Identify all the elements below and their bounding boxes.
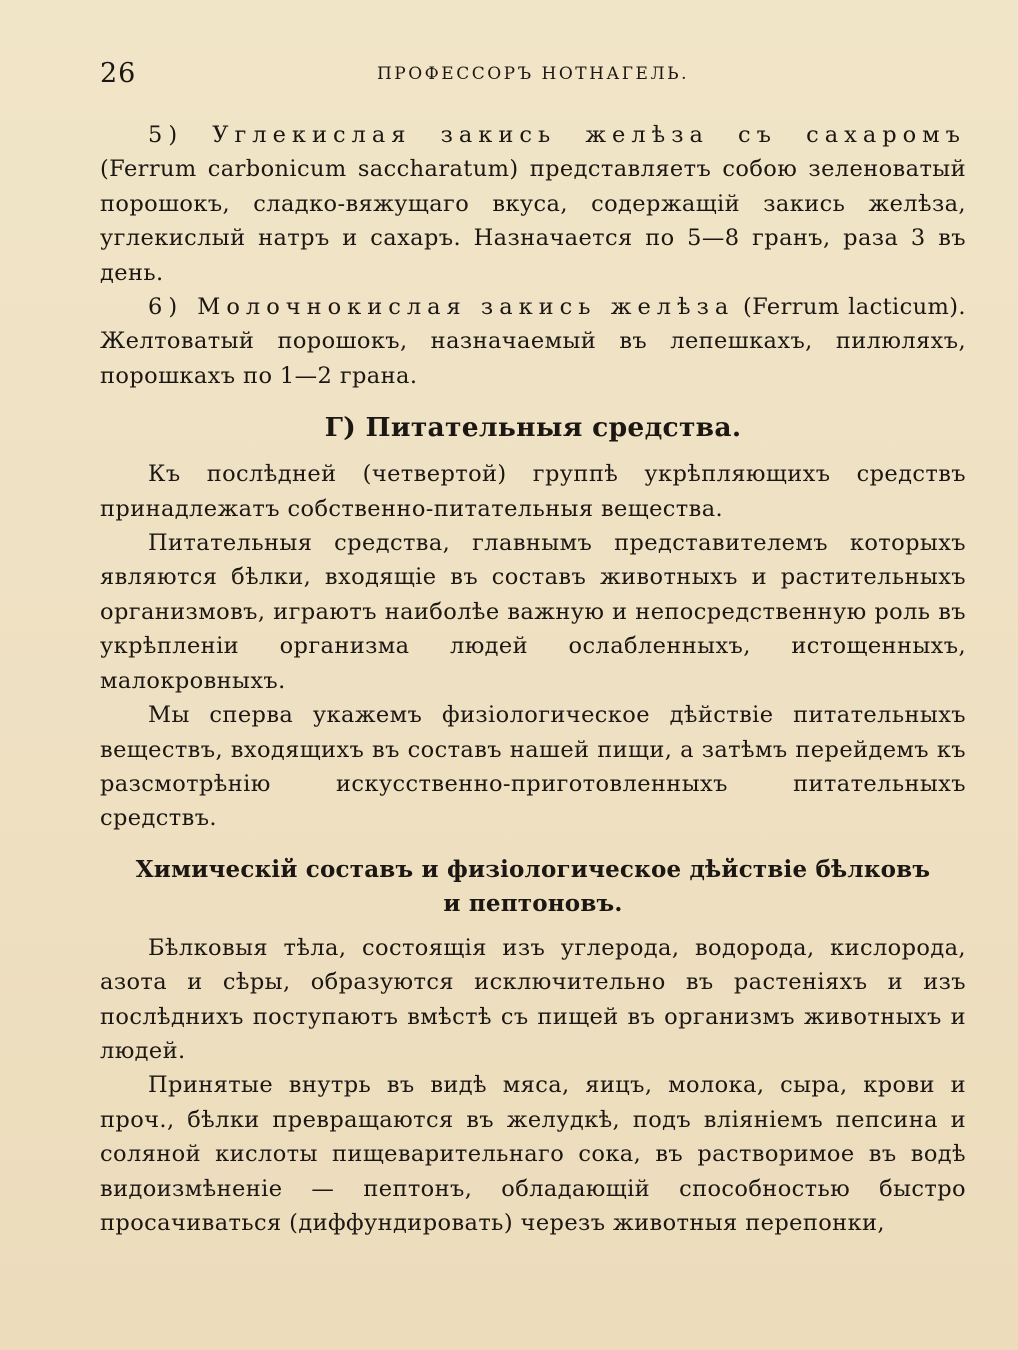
section-heading: Г) Питательныя средства. bbox=[324, 412, 742, 444]
page-body bbox=[100, 118, 966, 1240]
page-number: 26 bbox=[100, 58, 137, 89]
running-head bbox=[100, 58, 966, 90]
subsection-paragraph-1: Бѣлковыя тѣла, состоящія изъ углерода, водорода, кислорода, азота и сѣры, образуются исключительно въ растеніяхъ и изъ послѣднихъ поступаютъ вмѣстѣ съ пищей въ организмъ животныхъ и людей. bbox=[100, 934, 966, 1064]
section-paragraph-3: Мы сперва укажемъ физіологическое дѣйствіе питательныхъ веществъ, входящихъ въ составъ нашей пищи, а затѣмъ перейдемъ къ разсмотрѣнію искусственно-приготовленныхъ питательныхъ средствъ. bbox=[100, 702, 966, 832]
subsection-heading bbox=[100, 853, 966, 921]
paragraph-item-6 bbox=[100, 290, 966, 393]
subsection-heading-line-2: и пептоновъ. bbox=[443, 889, 623, 917]
item-5-lead: 5) Углекислая закись желѣза съ сахаромъ bbox=[148, 122, 966, 148]
item-6-text: (Ferrum lacticum). Желтоватый порошокъ, назначаемый въ лепешкахъ, пилюляхъ, порошкахъ по 1—2 грана. bbox=[100, 294, 966, 389]
paragraph-item-5 bbox=[100, 118, 966, 290]
item-5-text: (Ferrum carbonicum saccharatum) представляетъ собою зеленоватый порошокъ, сладко-вяжущаго вкуса, содержащій закись желѣза, углекислый натръ и сахаръ. Назначается по 5—8 гранъ, раза 3 въ день. bbox=[100, 156, 966, 286]
item-6-lead: 6) Молочнокислая закись желѣза bbox=[148, 294, 735, 321]
section-paragraph-2: Питательныя средства, главнымъ представителемъ которыхъ являются бѣлки, входящіе въ составъ животныхъ и растительныхъ организмовъ, играютъ наиболѣе важную и непосредственную роль въ укрѣпленіи организма людей ослабленныхъ, истощенныхъ, малокровныхъ. bbox=[100, 530, 966, 694]
subsection-heading-line-1: Химическій составъ и физіологическое дѣйствіе бѣлковъ bbox=[135, 855, 931, 883]
running-title: ПРОФЕССОРЪ НОТНАГЕЛЬ. bbox=[376, 64, 690, 84]
subsection-paragraph-2: Принятые внутрь въ видѣ мяса, яицъ, молока, сыра, крови и проч., бѣлки превращаются въ желудкѣ, подъ вліяніемъ пепсина и соляной кислоты пищеварительнаго сока, въ растворимое въ водѣ видоизмѣненіе — пептонъ, обладающій способностью быстро просачиваться (диффундировать) черезъ животныя перепонки, bbox=[100, 1072, 966, 1236]
section-paragraph-1: Къ послѣдней (четвертой) группѣ укрѣпляющихъ средствъ принадлежатъ собственно-питательныя вещества. bbox=[100, 461, 966, 522]
